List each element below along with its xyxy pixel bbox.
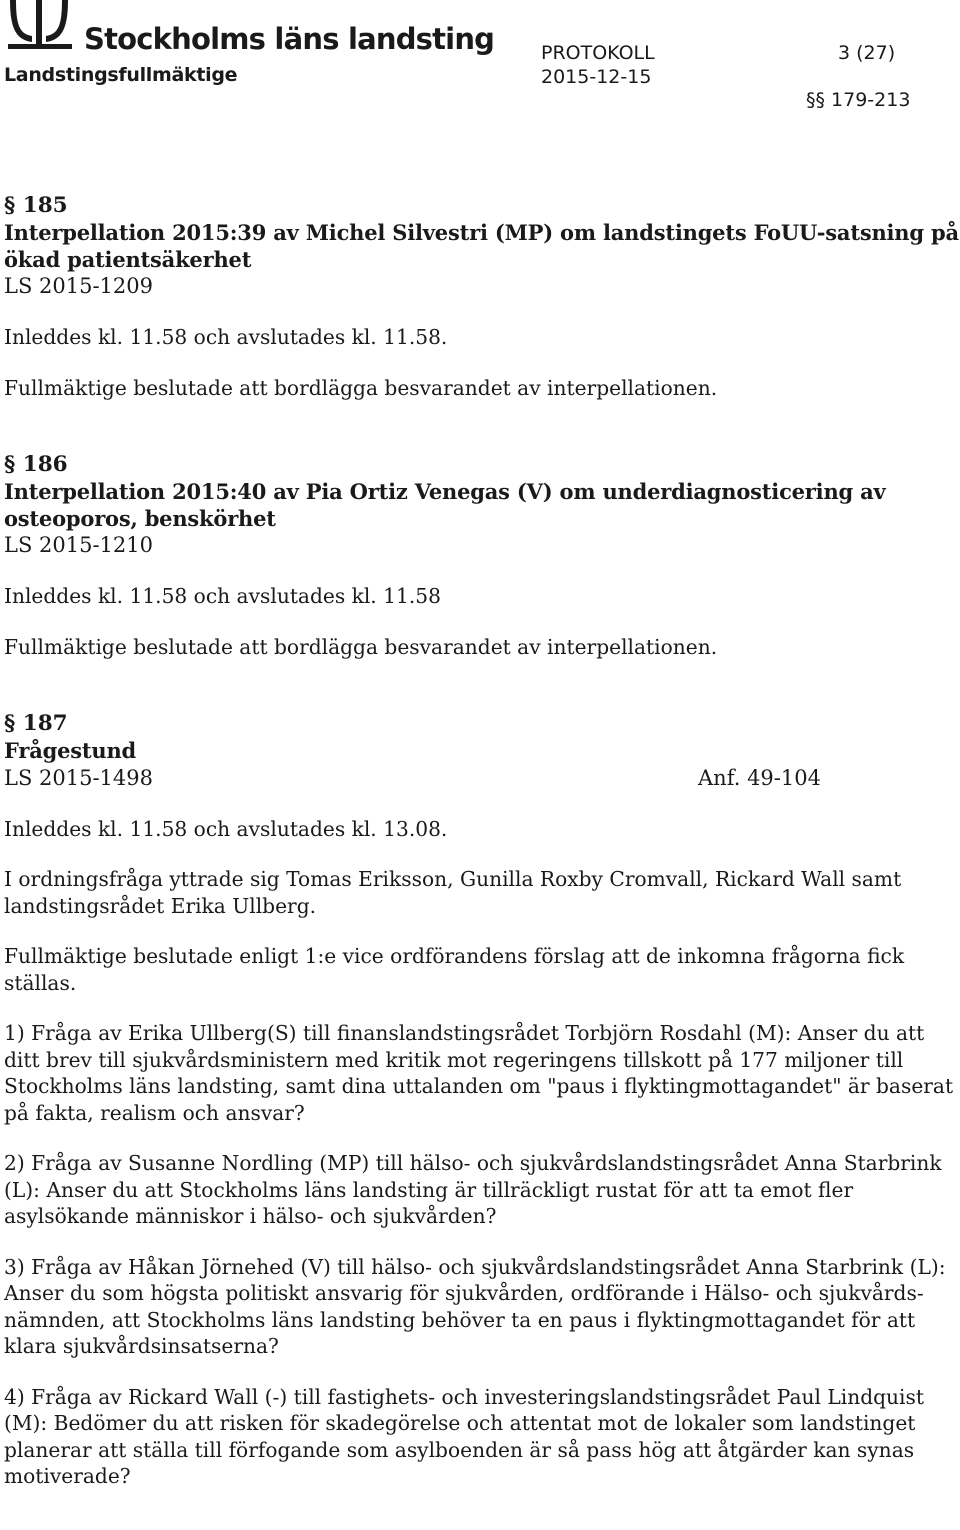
sll-logo-icon [6,0,72,50]
paragraph: Inleddes kl. 11.58 och avslutades kl. 13.08. [4,816,448,841]
question-1: 1) Fråga av Erika Ullberg(S) till finanslandstingsrådet Torbjörn Rosdahl (M): Anser du att ditt brev till sjukvårdsministern med kritik mot regeringens tillskott på 177 miljoner till Stockholms läns landsting, samt dina uttalanden om "paus i flyktingmottagandet" är baserat på fakta, realism och ansvar? [4,1021,954,1125]
protocol-body [4,192,960,1490]
section-title: Interpellation 2015:39 av Michel Silvestri (MP) om landstingets FoUU-satsning på ökad patientsäkerhet [4,220,959,272]
paragraph: Inleddes kl. 11.58 och avslutades kl. 11.58. [4,325,448,349]
section-186 [4,451,960,660]
case-reference: LS 2015-1210 [4,533,153,557]
paragraph: Fullmäktige beslutade enligt 1:e vice ordförandens förslag att de inkomna frågorna fick ställas. [4,944,905,995]
question-2: 2) Fråga av Susanne Nordling (MP) till hälso- och sjukvårdslandstingsrådet Anna Starbrink (L): Anser du att Stockholms läns landsting är tillräckligt rustat för att ta emot fler asylsökande människor i hälso- och sjukvården? [4,1151,942,1228]
question-4: 4) Fråga av Rickard Wall (-) till fastighets- och investeringslandstingsrådet Paul Lindquist (M): Bedömer du att risken för skadegörelse och attentat mot de lokaler som landstinget planerar att ställa till förfogande som asylboenden är så pass hög att åtgärder kan synas motiverade? [4,1384,924,1488]
document-type: PROTOKOLL [541,42,655,64]
organization-name: Stockholms läns landsting [84,22,495,56]
section-number: § 186 [4,452,68,477]
section-187 [4,710,960,1490]
assembly-name: Landstingsfullmäktige [4,64,238,86]
case-reference: LS 2015-1209 [4,274,153,298]
document-date: 2015-12-15 [541,66,652,88]
paragraph-range: §§ 179-213 [806,89,911,111]
section-number: § 185 [4,193,68,218]
question-3: 3) Fråga av Håkan Jörnehed (V) till hälso- och sjukvårdslandstingsrådet Anna Starbrink (L): Anser du som högsta politiskt ansvarig för sjukvården, ordförande i Hälso- och sjukvårds-nämnden, att Stockholms läns landsting behöver ta en paus i flyktingmottagandet för att klara sjukvårdsinsatserna? [4,1254,946,1358]
section-title: Interpellation 2015:40 av Pia Ortiz Venegas (V) om underdiagnosticering av osteoporos, benskörhet [4,479,886,531]
speech-reference: Anf. 49-104 [698,765,821,790]
paragraph: Fullmäktige beslutade att bordlägga besvarandet av interpellationen. [4,375,718,400]
section-number: § 187 [4,711,68,736]
section-185 [4,192,960,401]
paragraph: I ordningsfråga yttrade sig Tomas Eriksson, Gunilla Roxby Cromvall, Rickard Wall samt landstingsrådet Erika Ullberg. [4,867,902,918]
case-reference: LS 2015-1498 [4,765,153,790]
paragraph: Inleddes kl. 11.58 och avslutades kl. 11.58 [4,584,441,608]
section-title: Frågestund [4,738,136,763]
case-reference-row [4,765,960,792]
document-header [0,0,960,120]
paragraph: Fullmäktige beslutade att bordlägga besvarandet av interpellationen. [4,634,718,659]
page-number: 3 (27) [838,42,896,64]
